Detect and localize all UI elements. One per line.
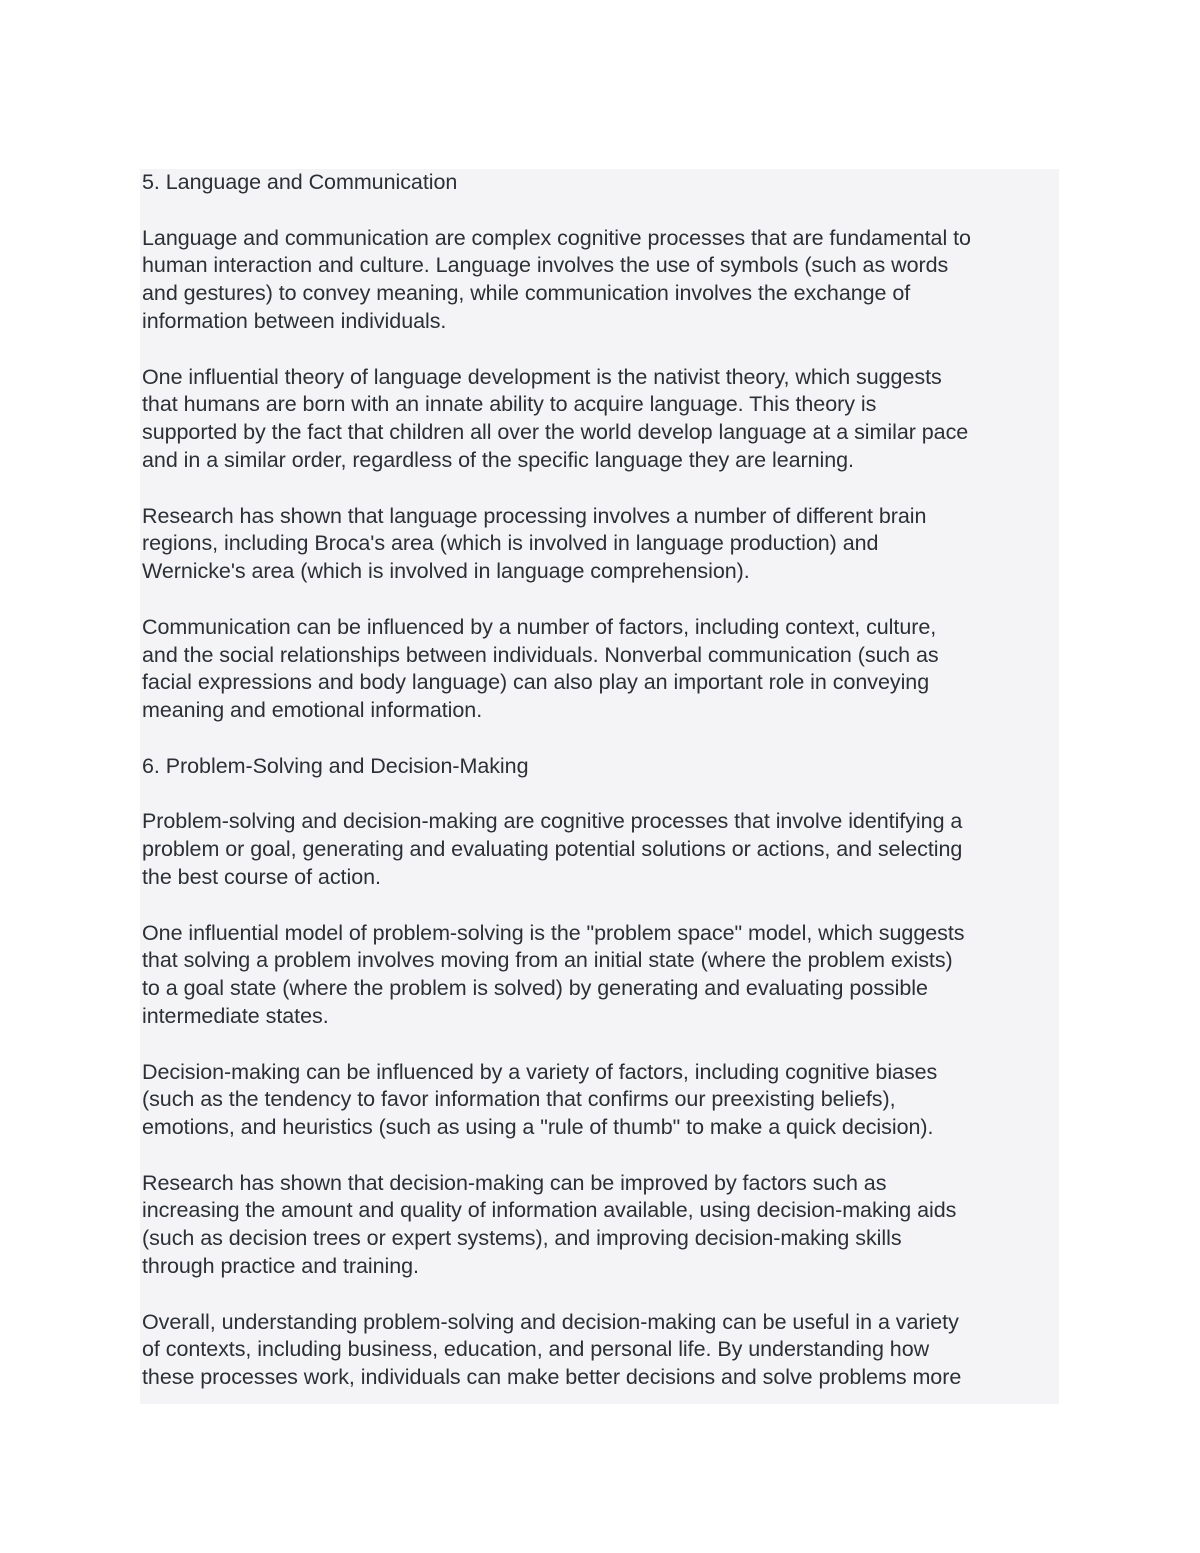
paragraph-spacer [142,197,1082,225]
text-line: these processes work, individuals can make better decisions and solve problems more [142,1365,962,1390]
paragraph-spacer [142,1142,1082,1170]
text-line: (such as decision trees or expert systems), and improving decision-making skills [142,1226,902,1251]
paragraph-spacer [142,725,1082,753]
text-line: supported by the fact that children all over the world develop language at a similar pace [142,420,969,445]
text-line: One influential theory of language development is the nativist theory, which suggests [142,364,942,389]
text-line: and gestures) to convey meaning, while communication involves the exchange of [142,281,911,306]
text-line: and in a similar order, regardless of the specific language they are learning. [142,447,854,472]
paragraph-decision-improvement [142,1170,1082,1281]
text-line: Research has shown that decision-making can be improved by factors such as [142,1170,887,1195]
paragraph-spacer [142,336,1082,364]
text-line: 6. Problem-Solving and Decision-Making [142,753,529,778]
paragraph-spacer [142,892,1082,920]
text-line: that solving a problem involves moving from an initial state (where the problem exists) [142,948,953,973]
text-line: to a goal state (where the problem is solved) by generating and evaluating possible [142,976,928,1001]
text-line: Wernicke's area (which is involved in language comprehension). [142,559,750,584]
paragraph-problem-space [142,920,1082,1031]
text-line: and the social relationships between individuals. Nonverbal communication (such as [142,642,939,667]
section-heading-problem-solving [142,753,1082,781]
text-line: information between individuals. [142,308,447,333]
paragraph-spacer [142,475,1082,503]
text-line: meaning and emotional information. [142,698,483,723]
paragraph-brain-regions [142,503,1082,586]
text-line: through practice and training. [142,1254,419,1279]
paragraph-spacer [142,781,1082,809]
text-line: Overall, understanding problem-solving and decision-making can be useful in a variety [142,1309,959,1334]
text-line: that humans are born with an innate ability to acquire language. This theory is [142,392,877,417]
paragraph-spacer [142,1031,1082,1059]
paragraph-nativist-theory [142,364,1082,475]
paragraph-communication-factors [142,614,1082,725]
paragraph-problem-intro [142,808,1082,891]
text-line: emotions, and heuristics (such as using a "rule of thumb" to make a quick decision). [142,1115,934,1140]
text-line: regions, including Broca's area (which is involved in language production) and [142,531,879,556]
section-heading-language [142,169,1082,197]
text-line: Communication can be influenced by a number of factors, including context, culture, [142,614,937,639]
text-line: human interaction and culture. Language involves the use of symbols (such as words [142,253,949,278]
paragraph-language-intro [142,225,1082,336]
text-line: problem or goal, generating and evaluating potential solutions or actions, and selecting [142,837,963,862]
text-line: Language and communication are complex cognitive processes that are fundamental to [142,225,971,250]
text-line: Decision-making can be influenced by a variety of factors, including cognitive biases [142,1059,938,1084]
text-line: intermediate states. [142,1003,329,1028]
paragraph-spacer [142,586,1082,614]
paragraph-decision-factors [142,1059,1082,1142]
text-line: Research has shown that language processing involves a number of different brain [142,503,927,528]
text-line: facial expressions and body language) can also play an important role in conveying [142,670,930,695]
text-line: of contexts, including business, education, and personal life. By understanding how [142,1337,930,1362]
document-content [142,169,1082,1392]
text-line: the best course of action. [142,864,381,889]
text-line: One influential model of problem-solving is the "problem space" model, which suggests [142,920,965,945]
text-line: increasing the amount and quality of information available, using decision-making aids [142,1198,957,1223]
paragraph-spacer [142,1281,1082,1309]
text-line: Problem-solving and decision-making are cognitive processes that involve identifying a [142,809,963,834]
paragraph-overall [142,1309,1082,1392]
text-block [140,169,1059,1404]
text-line: 5. Language and Communication [142,170,458,194]
text-line: (such as the tendency to favor information that confirms our preexisting beliefs), [142,1087,896,1112]
